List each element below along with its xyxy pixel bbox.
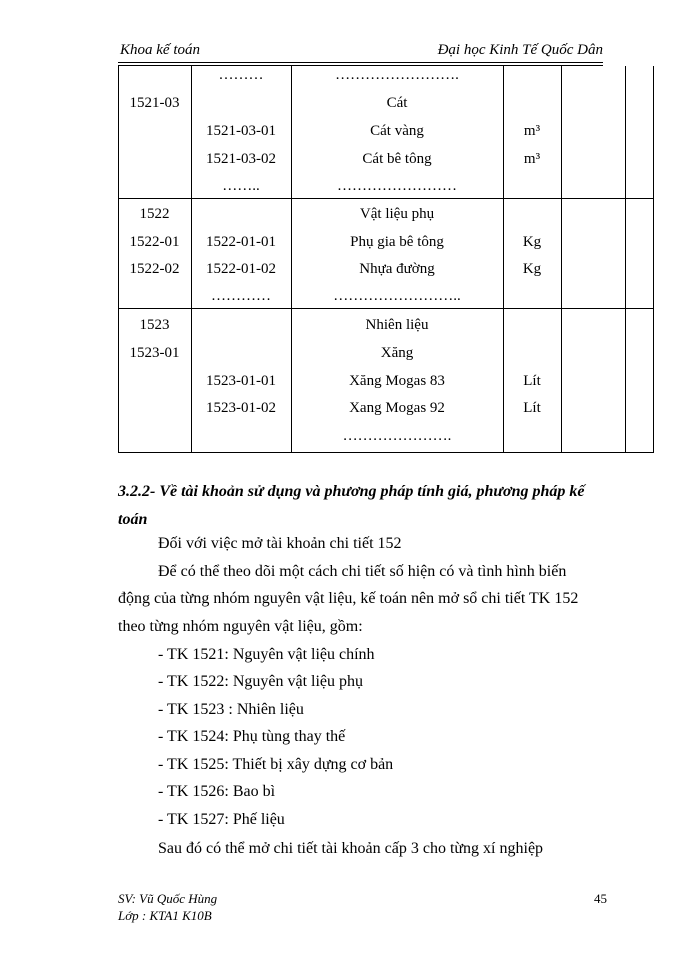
- body-paragraph-line: động của từng nhóm nguyên vật liệu, kế toán nên mở sổ chi tiết TK 152: [118, 590, 579, 607]
- list-item: - TK 1524: Phụ tùng thay thế: [158, 728, 346, 745]
- body-paragraph-line: Để có thể theo dõi một cách chi tiết số hiện có và tình hình biến: [158, 563, 567, 580]
- table-cell: 1521-03-02: [206, 151, 276, 167]
- page-header: [118, 40, 603, 62]
- table-cell: Kg: [522, 261, 542, 277]
- table-cell: 1522-01-02: [206, 261, 276, 277]
- table-bottom-border: [118, 452, 654, 453]
- table-cell: Lít: [523, 373, 541, 389]
- intro-paragraph: Đối với việc mở tài khoản chi tiết 152: [158, 535, 402, 552]
- header-rule: [118, 62, 603, 63]
- table-group-divider: [118, 308, 654, 309]
- table-cell: 1523-01-01: [206, 373, 276, 389]
- table-cell: 1523: [139, 317, 170, 333]
- table-cell: Cát bê tông: [362, 151, 432, 167]
- list-item: - TK 1525: Thiết bị xây dựng cơ bản: [158, 756, 394, 773]
- table-cell: Nhiên liệu: [365, 317, 429, 333]
- list-item: - TK 1521: Nguyên vật liệu chính: [158, 646, 375, 663]
- table-cell: ……………………..: [333, 288, 461, 304]
- table-cell: ………: [218, 67, 264, 83]
- table-cell: …………………….: [335, 67, 459, 83]
- footer-author: SV: Vũ Quốc Hùng: [118, 891, 218, 906]
- table-cell: Vật liệu phụ: [359, 206, 435, 222]
- header-faculty: Khoa kế toán: [120, 42, 200, 58]
- table-col-divider: [625, 66, 626, 453]
- header-university: Đại học Kinh Tế Quốc Dân: [437, 42, 603, 58]
- table-cell: 1523-01: [129, 345, 180, 361]
- table-cell: 1523-01-02: [206, 400, 276, 416]
- table-cell: 1522-01-01: [206, 234, 276, 250]
- table-col-divider: [561, 66, 562, 453]
- table-cell: Nhựa đường: [359, 261, 435, 277]
- closing-paragraph: Sau đó có thể mở chi tiết tài khoản cấp 3 cho từng xí nghiệp: [158, 840, 544, 857]
- table-cell: Kg: [522, 234, 542, 250]
- table-cell: Lít: [523, 400, 541, 416]
- section-heading: 3.2.2- Về tài khoản sử dụng và phương pháp tính giá, phương pháp kế toán: [118, 483, 585, 528]
- table-cell: Xăng: [380, 345, 414, 361]
- table-border-right: [653, 66, 654, 453]
- table-group-divider: [118, 198, 654, 199]
- table-cell: Cát: [386, 95, 408, 111]
- list-item: - TK 1526: Bao bì: [158, 783, 276, 800]
- table-cell: 1522-01: [129, 234, 180, 250]
- table-cell: 1521-03-01: [206, 123, 276, 139]
- body-paragraph-line: theo từng nhóm nguyên vật liệu, gồm:: [118, 618, 363, 635]
- table-cell: ……………………: [337, 178, 457, 194]
- table-cell: m³: [523, 123, 541, 139]
- table-cell: ……..: [222, 178, 260, 194]
- list-item: - TK 1522: Nguyên vật liệu phụ: [158, 673, 364, 690]
- table-cell: Xang Mogas 92: [349, 400, 445, 416]
- table-cell: ………………….: [342, 428, 452, 444]
- list-item: - TK 1527: Phế liệu: [158, 811, 285, 828]
- footer-class: Lớp : KTA1 K10B: [118, 908, 212, 923]
- account-table: [118, 66, 654, 453]
- table-cell: 1522-02: [129, 261, 180, 277]
- table-cell: 1521-03: [129, 95, 180, 111]
- table-cell: 1522: [139, 206, 170, 222]
- page-number: 45: [594, 891, 607, 906]
- table-cell: m³: [523, 151, 541, 167]
- list-item: - TK 1523 : Nhiên liệu: [158, 701, 304, 718]
- table-cell: Xăng Mogas 83: [349, 373, 445, 389]
- table-cell: Cát vàng: [370, 123, 424, 139]
- table-cell: Phụ gia bê tông: [350, 234, 444, 250]
- table-cell: …………: [211, 288, 271, 304]
